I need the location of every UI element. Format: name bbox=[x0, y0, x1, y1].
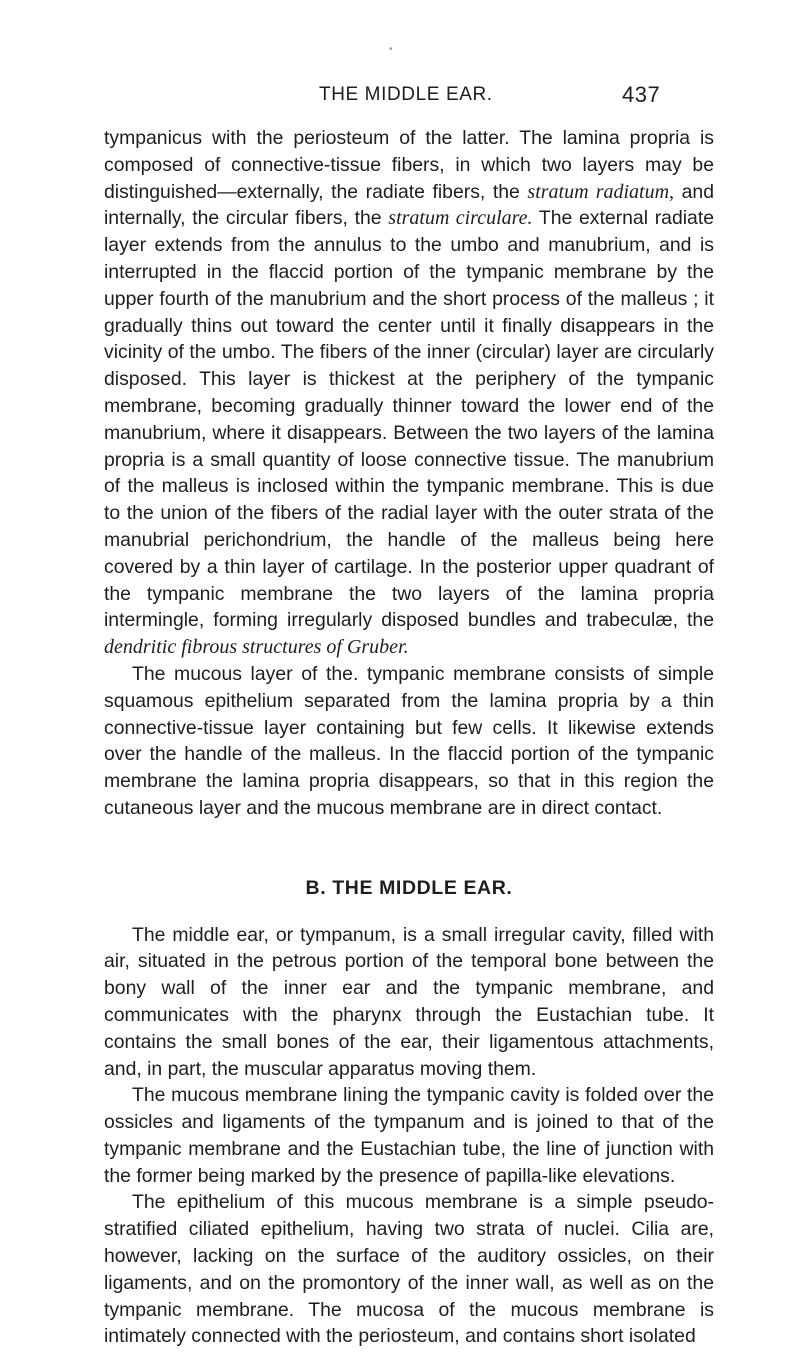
page-header bbox=[0, 84, 800, 114]
body-text bbox=[104, 125, 714, 1350]
term-dendritic-fibrous-structures: dendritic fibrous structures of Gruber. bbox=[104, 636, 409, 659]
paragraph-middle-ear: The middle ear, or tympanum, is a small irregular cavity, filled with air, situated in the petrous portion of the temporal bone between the bony wall of the inner ear and the tympanic membrane, and communicates with the pharynx through the Eustachian tube. It contains the small bones of the ear, their ligamentous attachments, and, in part, the muscular apparatus moving them. bbox=[104, 923, 714, 1080]
text-run: and internally, the circular fibers, the bbox=[104, 180, 714, 230]
term-stratum-circulare: stratum circulare. bbox=[388, 207, 533, 230]
paragraph-lamina-propria bbox=[104, 125, 714, 661]
paragraph-epithelium: The epithelium of this mucous membrane is a simple pseudo-stratified ciliated epithelium, having two strata of nuclei. Cilia are, however, lacking on the surface of the auditory ossicles, on their ligaments, and on the promontory of the inner wall, as well as on the tympanic membrane. The mucosa of the mucous membrane is intimately connected with the periosteum, and contains short isolated bbox=[104, 1191, 714, 1348]
paragraph-mucous-membrane: The mucous membrane lining the tympanic cavity is folded over the ossicles and ligaments of the tympanum and is joined to that of the tympanic membrane and the Eustachian tube, the line of junction with the former being marked by the presence of papilla-like elevations. bbox=[104, 1084, 714, 1187]
text-run: The external radiate layer extends from the annulus to the umbo and manubrium, and is interrupted in the flaccid portion of the tympanic membrane by the upper fourth of the manubrium and the short process of the malleus ; it gradually thins out toward the center until it finally disappears in the vicinity of the umbo. The fibers of the inner (circular) layer are circularly disposed. This layer is thickest at the periphery of the tympanic membrane, becoming gradually thinner toward the lower end of the manubrium, where it disappears. Between the two layers of the lamina propria is a small quantity of loose connective tissue. The manubrium of the malleus is inclosed within the tympanic membrane. This is due to the union of the fibers of the radial layer with the outer strata of the manubrial perichondrium, the handle of the malleus being here covered by a thin layer of cartilage. In the posterior upper quadrant of the tympanic membrane the two layers of the lamina propria intermingle, forming irregularly disposed bundles and trabeculæ, the bbox=[104, 207, 714, 632]
text-run: tympanicus with the periosteum of the latter. The lamina propria is composed of connective-tissue fibers, in which two layers may be distinguished—externally, the radiate fibers, the bbox=[104, 127, 714, 203]
paragraph-mucous-layer: The mucous layer of the. tympanic membrane consists of simple squamous epithelium separated from the lamina propria by a thin connective-tissue layer containing but few cells. It likewise extends over the handle of the malleus. In the flaccid portion of the tympanic membrane the lamina propria disappears, so that in this region the cutaneous layer and the mucous membrane are in direct contact. bbox=[104, 662, 714, 819]
page-number: 437 bbox=[622, 82, 661, 107]
ink-mark: • bbox=[389, 44, 393, 55]
section-heading: B. THE MIDDLE EAR. bbox=[305, 876, 513, 899]
running-title: THE MIDDLE EAR. bbox=[319, 84, 493, 105]
term-stratum-radiatum: stratum radiatum, bbox=[527, 180, 675, 203]
